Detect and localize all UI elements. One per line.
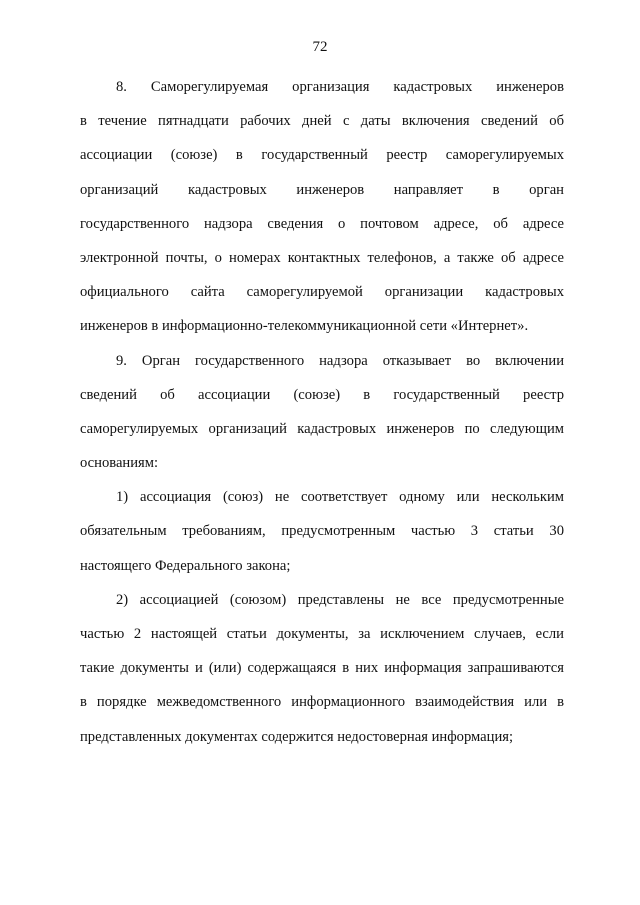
paragraph-line: организаций кадастровых инженеров направляет в орган <box>80 181 564 198</box>
paragraph-line: сведений об ассоциации (союзе) в государственный реестр <box>80 386 564 403</box>
paragraph-line: обязательным требованиям, предусмотренным частью 3 статьи 30 <box>80 523 564 540</box>
paragraph-line: настоящего Федерального закона; <box>80 557 291 574</box>
paragraph-line: в порядке межведомственного информационного взаимодействия или в <box>80 694 564 711</box>
paragraph-line: 1) ассоциация (союз) не соответствует одному или нескольким <box>116 489 564 506</box>
paragraph-line: ассоциации (союзе) в государственный реестр саморегулируемых <box>80 147 564 164</box>
list-item-2 <box>80 583 564 754</box>
paragraph-line: частью 2 настоящей статьи документы, за исключением случаев, если <box>80 626 564 642</box>
list-item-1 <box>80 480 564 583</box>
page-number: 72 <box>312 39 328 55</box>
paragraph-line: официального сайта саморегулируемой организации кадастровых <box>80 284 564 301</box>
paragraph-line: государственного надзора сведения о почтовом адресе, об адресе <box>80 215 564 232</box>
document-body <box>80 70 564 754</box>
paragraph-line: 8. Саморегулируемая организация кадастровых инженеров <box>116 79 564 95</box>
paragraph-line: такие документы и (или) содержащаяся в них информация запрашиваются <box>80 660 564 677</box>
paragraph-line: 2) ассоциацией (союзом) представлены не все предусмотренные <box>116 591 564 608</box>
paragraph-line: инженеров в информационно-телекоммуникационной сети «Интернет». <box>80 318 529 335</box>
paragraph-line: саморегулируемых организаций кадастровых инженеров по следующим <box>80 420 564 437</box>
paragraph-line: электронной почты, о номерах контактных телефонов, а также об адресе <box>80 249 564 266</box>
paragraph-8 <box>80 70 564 344</box>
paragraph-line: в течение пятнадцати рабочих дней с даты включения сведений об <box>80 113 564 130</box>
paragraph-line: основаниям: <box>80 455 159 472</box>
paragraph-line: 9. Орган государственного надзора отказывает во включении <box>116 352 564 369</box>
paragraph-9 <box>80 344 564 481</box>
paragraph-line: представленных документах содержится недостоверная информация; <box>80 728 514 745</box>
